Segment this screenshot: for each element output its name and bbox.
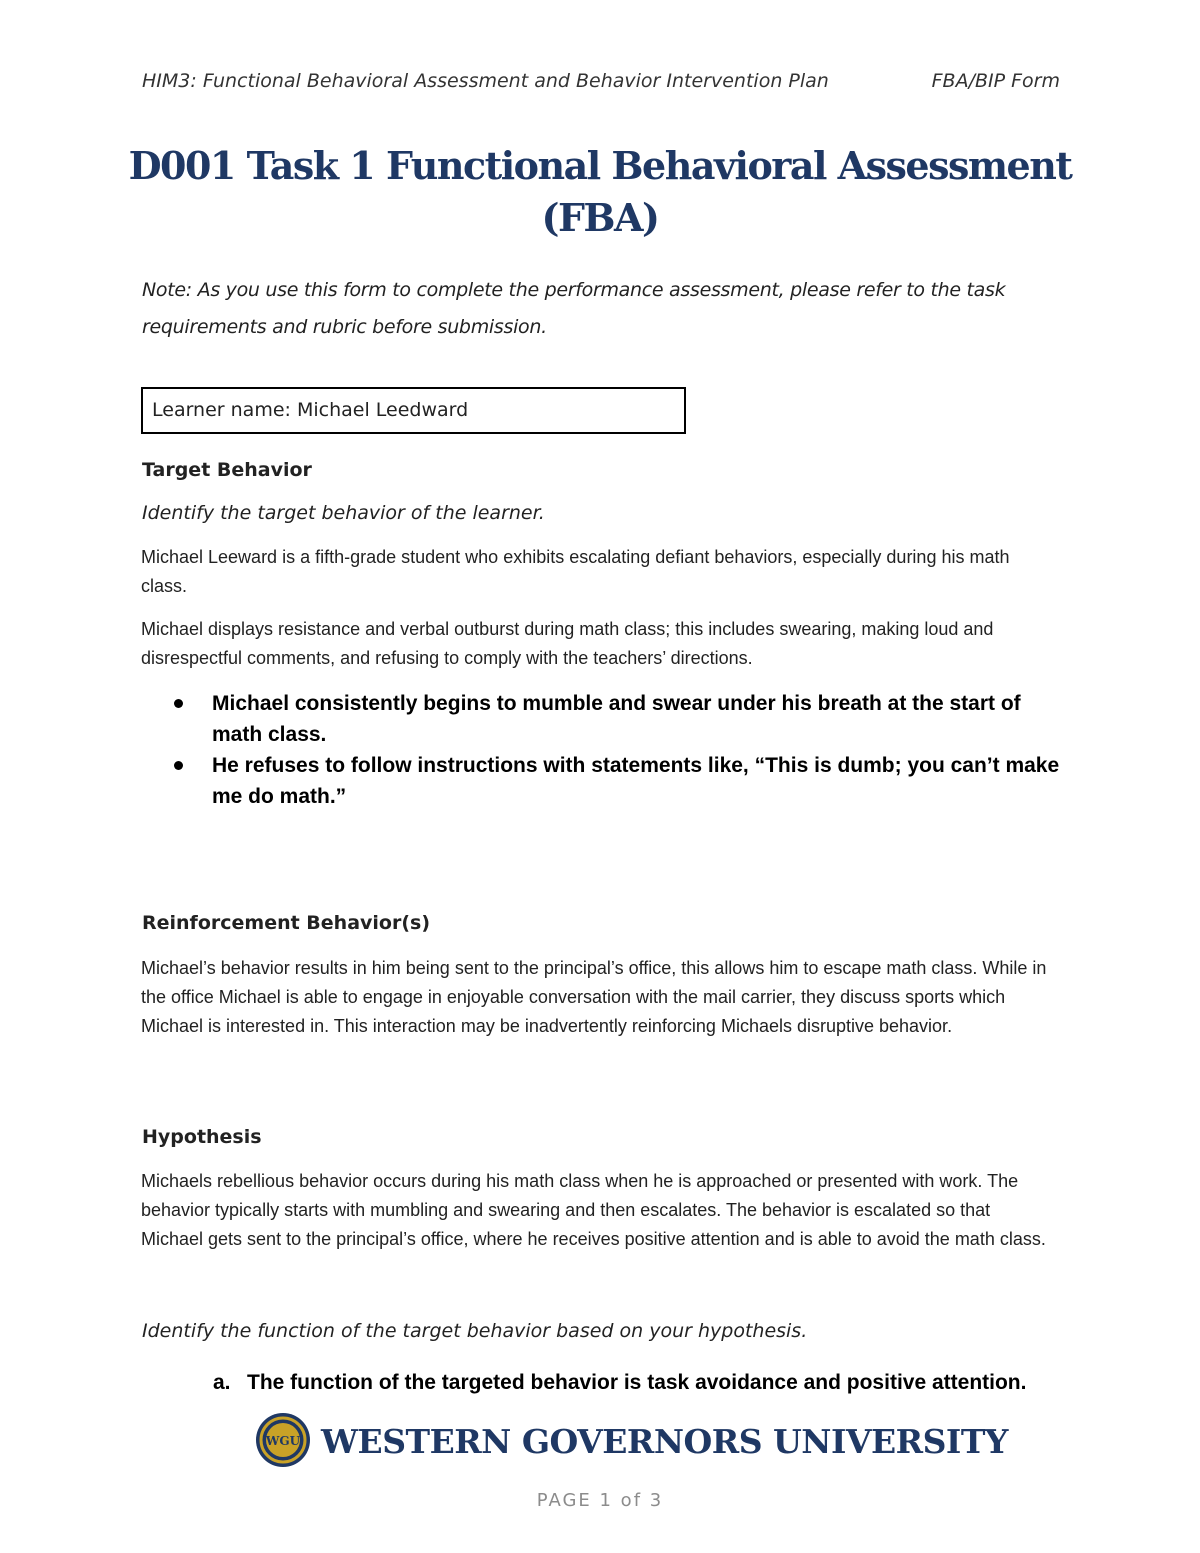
bullet-text: He refuses to follow instructions with statements like, “This is dumb; you can’t make me do math.” — [212, 754, 1060, 808]
target-behavior-prompt: Identify the target behavior of the learner. — [142, 502, 545, 524]
function-answer — [213, 1367, 1063, 1398]
instruction-note: Note: As you use this form to complete the performance assessment, please refer to the task requirements and rubric before submission. — [142, 279, 1006, 338]
learner-name-box — [141, 387, 686, 434]
bullet-icon — [174, 699, 183, 708]
university-seal-icon — [255, 1412, 311, 1468]
list-item — [170, 750, 1070, 812]
hypothesis-paragraph: Michaels rebellious behavior occurs during his math class when he is approached or presented with work. The behavior typically starts with mumbling and swearing and then escalates. The behavior is escalated so that Michael gets sent to the principal’s office, where he receives positive attention and is able to avoid the math class. — [141, 1171, 1046, 1249]
target-behavior-paragraph-2: Michael displays resistance and verbal outburst during math class; this includes swearing, making loud and disrespectful comments, and refusing to comply with the teachers’ directions. — [141, 619, 994, 668]
logo-wordmark: WESTERN GOVERNORS UNIVERSITY — [321, 1422, 1008, 1461]
document-title — [100, 140, 1100, 244]
target-behavior-heading: Target Behavior — [142, 459, 312, 481]
learner-name-text: Learner name: Michael Leedward — [152, 399, 469, 421]
page-header — [142, 70, 1060, 98]
title-line-2: (FBA) — [541, 195, 659, 240]
function-answer-text: The function of the targeted behavior is task avoidance and positive attention. — [247, 1371, 1027, 1394]
title-line-1: D001 Task 1 Functional Behavioral Assessment — [128, 143, 1072, 188]
reinforcement-paragraph: Michael’s behavior results in him being sent to the principal’s office, this allows him to escape math class. While in the office Michael is able to engage in enjoyable conversation with the mail carrier, they discuss sports which Michael is interested in. This interaction may be inadvertently reinforcing Michaels disruptive behavior. — [141, 958, 1047, 1036]
header-course-title: HIM3: Functional Behavioral Assessment and Behavior Intervention Plan — [142, 70, 829, 92]
reinforcement-heading: Reinforcement Behavior(s) — [142, 912, 431, 934]
bullet-icon — [174, 761, 183, 770]
hypothesis-heading: Hypothesis — [142, 1126, 262, 1148]
target-behavior-paragraph-1: Michael Leeward is a fifth-grade student who exhibits escalating defiant behaviors, especially during his math class. — [141, 547, 1010, 596]
bullet-text: Michael consistently begins to mumble and swear under his breath at the start of math class. — [212, 692, 1021, 746]
page-number: PAGE 1 of 3 — [536, 1490, 664, 1511]
list-item — [170, 688, 1070, 750]
target-behavior-bullet-list — [170, 688, 1070, 812]
seal-text: WGU — [265, 1434, 301, 1448]
function-prompt: Identify the function of the target behavior based on your hypothesis. — [142, 1320, 808, 1342]
wgu-logo — [255, 1412, 1008, 1472]
list-marker: a. — [213, 1371, 231, 1394]
header-form-name: FBA/BIP Form — [931, 70, 1060, 92]
